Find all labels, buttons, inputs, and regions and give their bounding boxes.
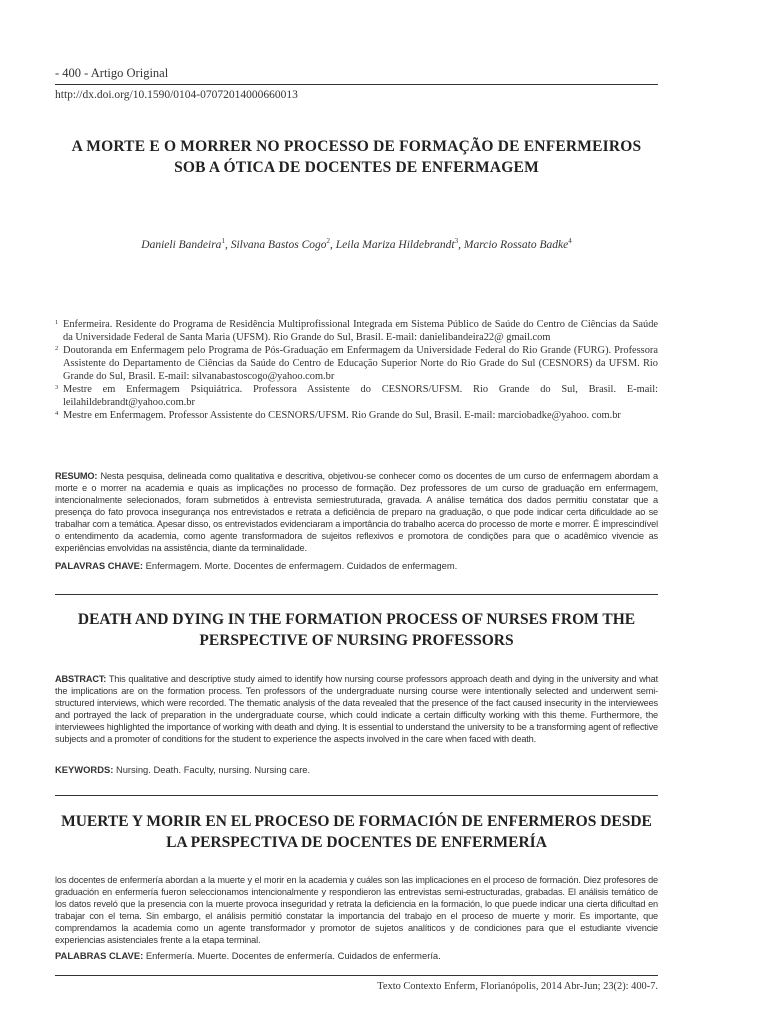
- abstract-block: [55, 673, 658, 745]
- divider-1: [55, 594, 658, 595]
- article-title-pt: A MORTE E O MORRER NO PROCESSO DE FORMAÇÃO DE ENFERMEIROS SOB A ÓTICA DE DOCENTES DE ENFERMAGEM: [71, 138, 642, 176]
- doi-link[interactable]: http://dx.doi.org/10.1590/0104-07072014000660013: [55, 89, 298, 101]
- palabras-clave: PALABRAS CLAVE: Enfermería. Muerte. Docentes de enfermería. Cuidados de enfermería.: [55, 950, 441, 961]
- abstract-label: ABSTRACT:: [55, 674, 107, 684]
- affiliation-1: 1 Enfermeira. Residente do Programa de Residência Multiprofissional Integrada em Sistema Público de Saúde do Centro de Ciências da Saúde da Universidade Federal de Santa Maria (UFSM). Rio Grande do Sul, Brasil. E-mail: danielibandeira22@ gmail.com: [55, 319, 658, 343]
- page-number: - 400 -: [55, 66, 89, 80]
- keywords: KEYWORDS: Nursing. Death. Faculty, nursing. Nursing care.: [55, 764, 311, 775]
- header-rule: [55, 84, 658, 85]
- palavras-chave: PALAVRAS CHAVE: Enfermagem. Morte. Docentes de enfermagem. Cuidados de enfermagem.: [55, 560, 458, 571]
- resumo-text: Nesta pesquisa, delineada como qualitativa e descritiva, objetivou-se conhecer como os docentes de um curso de enfermagem abordam a morte e o morrer na academia e quais as implicações no processo de formação. Dez professores de um curso de graduação em enfermagem, intencionalmente selecionados, foram submetidos à entrevista semiestruturada, gravada. A análise temática dos dados permitiu constatar que a presença do fato provoca insegurança nos entrevistados e retrata a deficiência de preparo na graduação, o que pode indicar certa dificuldade ao se trabalhar com a temática. Apesar disso, os entrevistados evidenciaram a importância do trabalho acerca do processo de morte e morrer. É imprescindível o entendimento da academia, como agente transformadora de sujeitos reflexivos e promotora de condições para que o acadêmico vivencie as experiências envolvidas na assistência, diante da terminalidade.: [55, 471, 658, 553]
- affiliations: [55, 318, 658, 422]
- article-page: [55, 0, 658, 1024]
- title-es: MUERTE Y MORIR EN EL PROCESO DE FORMACIÓN DE ENFERMEROS DESDE LA PERSPECTIVA DE DOCENTES DE ENFERMERÍA: [61, 813, 652, 851]
- author-list: Danieli Bandeira$^1$, Silvana Bastos Cogo$^2$, Leila Mariza Hildebrandt$^3$, Marcio Rossato Badke$^4$: [141, 237, 572, 251]
- resumen-text: los docentes de enfermería abordan a la muerte y el morir en la academia y cuáles son las implicaciones en el proceso de formación. Diez profesores de graduación en enfermería fueron seleccionamos intencionalmente y respondieron las entrevistas semi-estructuradas, grabadas. El análisis temático de los datos reveló que la presencia con la muerte provoca inseguridad y retrata la deficiencia en la formación, lo que puede indicar una cierta dificultad en trabajar con el tema. Sin embargo, el análisis permitió constatar la importancia del trabajo en el proceso de muerte y morir. Es importante, que comprendamos la academia como un agente transformador y promotor de sujetos analíticos y de condiciones para que el estudiante vivencie experiencias asistenciales frente a la etapa terminal.: [55, 875, 658, 945]
- author-1: Danieli Bandeira$^1$: [141, 237, 225, 251]
- author-4: Marcio Rossato Badke$^4$: [463, 237, 572, 251]
- abstract-text: This qualitative and descriptive study aimed to identify how nursing course professors approach death and dying in the university and what the implications are on the formation process. Ten professors of the undergraduate nursing course were intentionally selected and underwent semi-structured interviews, which were recorded. The thematic analysis of the data revealed that the presence of the fact caused insecurity in the interviewees and portrayed the lack of preparation in the undergraduate course, which could indicate a certain difficulty working with this theme. Furthermore, the interviewees highlighted the importance of working with death and dying. It is essential to understand the university to be a transforming agent of reflective subjects and a promoter of conditions for the student to experience the aspects involved in the care when faced with death.: [55, 674, 658, 744]
- affiliation-3: 3 Mestre em Enfermagem Psiquiátrica. Professora Assistente do CESNORS/UFSM. Rio Grande do Sul, Brasil. E-mail: leilahildebrandt@yahoo.com.br: [55, 384, 658, 408]
- resumo-label: RESUMO:: [55, 471, 98, 481]
- section-label: Artigo Original: [90, 66, 169, 80]
- author-2: Silvana Bastos Cogo$^2$: [230, 237, 331, 251]
- resumo-block: [55, 470, 658, 554]
- footer-citation: Texto Contexto Enferm, Florianópolis, 2014 Abr-Jun; 23(2): 400-7.: [377, 981, 658, 992]
- footer-rule: [55, 975, 658, 976]
- affiliation-4: 4 Mestre em Enfermagem. Professor Assistente do CESNORS/UFSM. Rio Grande do Sul, Brasil. E-mail: marciobadke@yahoo. com.br: [55, 410, 621, 421]
- resumen-block: [55, 874, 658, 946]
- running-head: [55, 66, 168, 81]
- title-en: DEATH AND DYING IN THE FORMATION PROCESS OF NURSES FROM THE PERSPECTIVE OF NURSING PROFESSORS: [77, 611, 636, 649]
- author-3: Leila Mariza Hildebrandt$^3$: [335, 237, 459, 251]
- divider-2: [55, 795, 658, 796]
- affiliation-2: 2 Doutoranda em Enfermagem pelo Programa de Pós-Graduação em Enfermagem da Universidade Federal do Rio Grande (FURG). Professora Assistente do Departamento de Ciências da Saúde do Centro de Educação Superior Norte do Rio Grade do Sul (CESNORS) da UFSM. Rio Grande do Sul, Brasil. E-mail: silvanabastoscogo@yahoo.com.br: [55, 345, 658, 382]
